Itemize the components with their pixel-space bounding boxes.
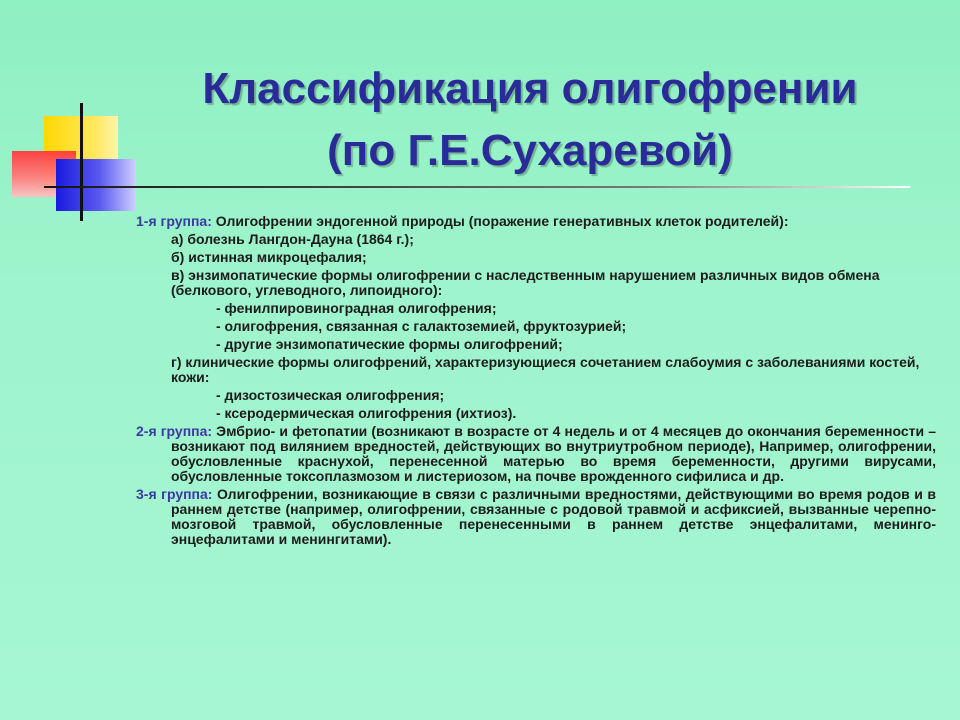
decorative-squares-logo bbox=[0, 0, 140, 230]
title-line-1: Классификация олигофрении bbox=[202, 64, 858, 113]
group-1-text: Олигофрении эндогенной природы (поражение генеративных клеток родителей): bbox=[211, 213, 789, 229]
sub-list-item: - олигофрения, связанная с галактоземией, фруктозурией; bbox=[216, 318, 627, 334]
list-item: в) энзимопатические формы олигофрении с наследственным нарушением различных видов обмена (белкового, углеводного, липоидного): bbox=[171, 267, 880, 298]
list-item: б) истинная микроцефалия; bbox=[171, 249, 367, 265]
sub-list-item: - другие энзимопатические формы олигофрений; bbox=[216, 336, 563, 352]
list-item: а) болезнь Лангдон-Дауна (1864 г.); bbox=[171, 231, 414, 247]
sub-list-item: - дизостозическая олигофрения; bbox=[216, 387, 445, 403]
group-3-label: 3-я группа: bbox=[136, 486, 213, 502]
slide-body bbox=[136, 214, 936, 550]
sub-list-item: - фенилпировиноградная олигофрения; bbox=[216, 300, 497, 316]
group-1-label: 1-я группа: bbox=[136, 213, 212, 229]
group-2-text: Эмбрио- и фетопатии (возникают в возрасте от 4 недель и от 4 месяцев до окончания беременности – возникают под вилянием вредностей, действующих во внутриутробном периоде), Например, олигофрении, обусловленные краснухой, перенесенной матерью во время беременности, другими вирусами, обусловленные токсоплазмозом и листериозом, на почве врожденного сифилиса и др. bbox=[171, 423, 936, 484]
list-item: г) клинические формы олигофрений, характеризующиеся сочетанием слабоумия с заболеваниями костей, кожи: bbox=[171, 354, 920, 385]
vertical-line bbox=[80, 103, 83, 221]
blue-square bbox=[56, 159, 136, 211]
group-3-paragraph bbox=[136, 487, 936, 547]
title-underline bbox=[44, 186, 910, 188]
slide-title bbox=[130, 58, 930, 182]
title-line-2: (по Г.Е.Сухаревой) bbox=[327, 126, 733, 175]
group-1-heading bbox=[136, 214, 936, 229]
group-3-text: Олигофрении, возникающие в связи с различными вредностями, действующими во время родов и в раннем детстве (например, олигофрении, связанные с родовой травмой и асфиксией, вызванные черепно-мозговой травмой, обусловленные перенесенными в раннем детстве энцефалитами, менинго-энцефалитами и менингитами). bbox=[171, 486, 936, 547]
group-2-paragraph bbox=[136, 424, 936, 484]
group-2-label: 2-я группа: bbox=[136, 423, 213, 439]
sub-list-item: - ксеродермическая олигофрения (ихтиоз). bbox=[216, 405, 517, 421]
